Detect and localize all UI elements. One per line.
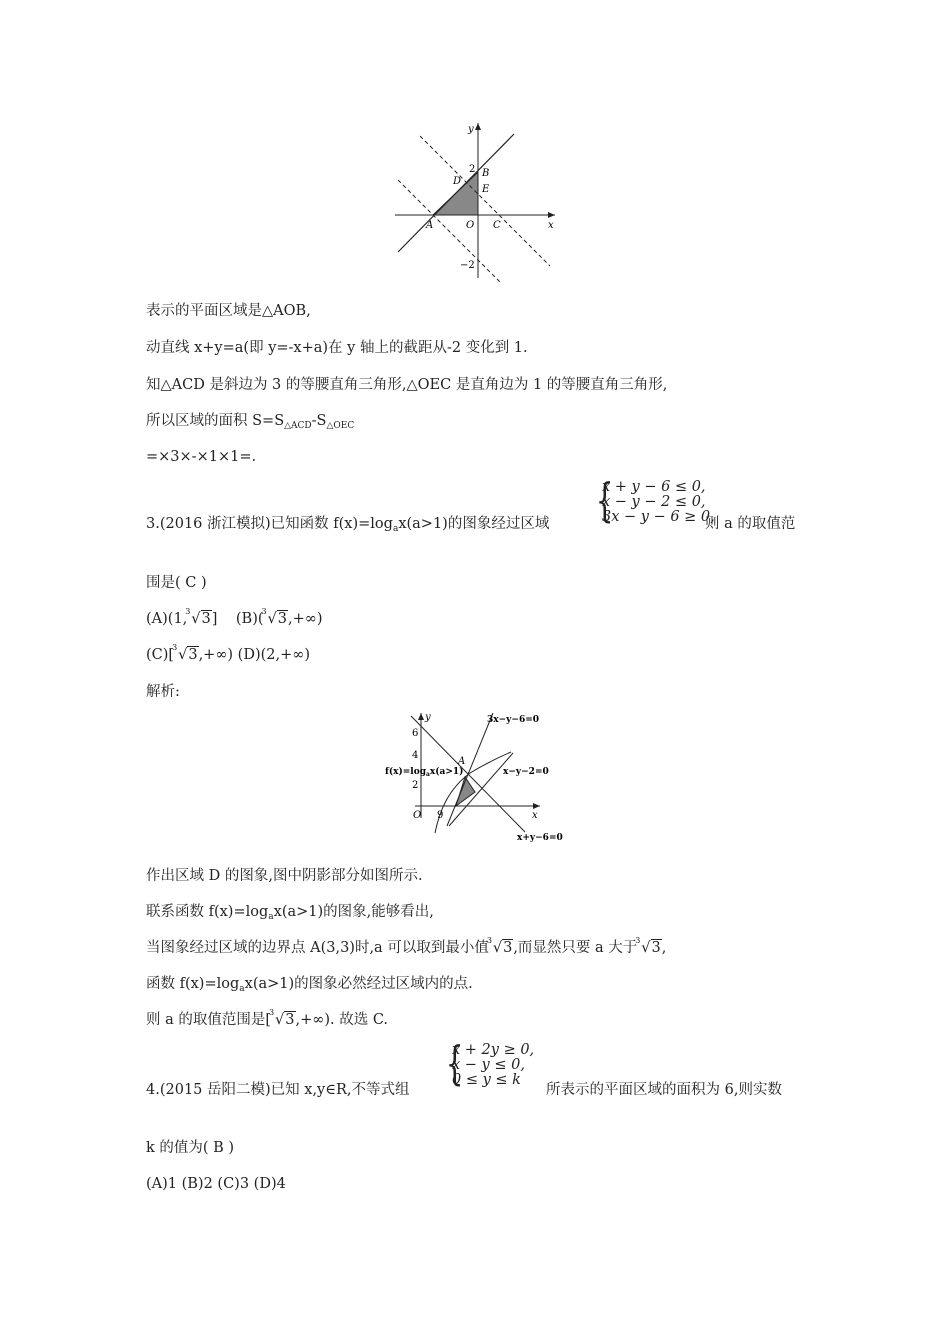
q3-stem-d: 围是( C )	[146, 575, 207, 591]
root-arg: 3	[651, 940, 661, 956]
root-index: 3	[269, 1008, 275, 1017]
fig2-point-a: A	[458, 756, 466, 767]
para2-l2sub: a	[268, 912, 274, 922]
cube-root: 3 √3	[264, 609, 288, 629]
q4-inequality-system	[442, 1036, 535, 1090]
fig2-tick4: 4	[412, 750, 419, 761]
cube-root: 3 √3	[489, 938, 513, 958]
root-index: 3	[261, 607, 267, 616]
root-index: 3	[486, 936, 492, 945]
para2-l3c: ,	[661, 940, 667, 956]
para2-l2b: x(a>1)的图象,能够看出,	[273, 904, 434, 920]
fig2-tick6: 6	[412, 728, 419, 739]
figure-1-region-diagram	[390, 118, 560, 288]
fig1-point-a: A	[426, 220, 434, 231]
para2-line4	[146, 974, 473, 999]
opt-b-text-a: (B)(	[235, 611, 264, 627]
root-arg: 3	[503, 940, 513, 956]
fig2-tick-x: 9	[437, 810, 444, 821]
cube-root: 3 √3	[637, 938, 661, 958]
para2-line3	[146, 938, 666, 958]
fig2-tick2: 2	[412, 780, 419, 791]
q3-sys-row1: x + y − 6 ≤ 0,	[602, 479, 706, 495]
fx-label-a: f(x)=log	[385, 767, 427, 777]
area-text-b: -S	[311, 413, 327, 429]
para2-l2a: 联系函数 f(x)=log	[146, 904, 269, 920]
q3-jiexi: 解析:	[146, 684, 180, 700]
para1-line2: 动直线 x+y=a(即 y=-x+a)在 y 轴上的截距从-2 变化到 1.	[146, 340, 528, 356]
q3-stem-sub: a	[392, 524, 399, 534]
para2-l3b: ,而显然只要 a 大于	[513, 940, 638, 956]
para2-l4b: x(a>1)的图象必然经过区域内的点.	[244, 976, 473, 992]
q4-options: (A)1 (B)2 (C)3 (D)4	[146, 1176, 286, 1192]
q4-sys-row2: x − y ≤ 0,	[452, 1057, 525, 1073]
opt-a-text-b: ]	[211, 611, 218, 627]
para1-line5: =×3×-×1×1=.	[146, 449, 257, 465]
brace-icon: {	[595, 473, 614, 527]
q3-options-ab	[146, 609, 323, 629]
q4-sys-row1: x + 2y ≥ 0,	[452, 1042, 535, 1058]
cube-root: 3 √3	[174, 645, 198, 665]
para2-l4sub: a	[239, 984, 245, 994]
fig2-line3-label: x+y−6=0	[517, 833, 563, 843]
q3-inequality-system	[592, 473, 715, 527]
para1-line3: 知△ACD 是斜边为 3 的等腰直角三角形,△OEC 是直角边为 1 的等腰直角三角形,	[146, 377, 668, 393]
area-sub-oec: △OEC	[326, 421, 355, 431]
y-axis-arrow-icon	[475, 123, 481, 130]
q3-stem-c: 则 a 的取值范	[705, 516, 796, 532]
fig2-origin: O	[413, 810, 422, 821]
q3-sys-row2: x − y − 2 ≤ 0,	[602, 494, 706, 510]
fig2-line1-label: 3x−y−6=0	[487, 715, 540, 725]
root-index: 3	[635, 936, 641, 945]
para2-l4a: 函数 f(x)=log	[146, 976, 240, 992]
q4-stem-b: 所表示的平面区域的面积为 6,则实数	[546, 1082, 782, 1098]
para2-line1: 作出区域 D 的图象,图中阴影部分如图所示.	[146, 868, 423, 884]
line-dashed-lower	[398, 180, 502, 284]
line-dashed-upper	[420, 136, 550, 266]
q4-sys-row3: 0 ≤ y ≤ k	[452, 1072, 521, 1088]
fx-label-sub: a	[426, 771, 430, 778]
opt-c-text-b: ,+∞)	[198, 647, 234, 663]
q3-options-cd	[146, 645, 310, 665]
para2-line2	[146, 902, 434, 927]
para2-l5b: ,+∞). 故选 C.	[295, 1012, 389, 1028]
figure-2-log-region-diagram	[385, 708, 570, 846]
q4-stem-a: 4.(2015 岳阳二模)已知 x,y∈R,不等式组	[146, 1082, 410, 1098]
fig1-axis-y: y	[468, 124, 474, 135]
para1-line4	[146, 411, 354, 436]
x-axis-arrow-icon	[548, 212, 555, 218]
opt-d-text: (D)(2,+∞)	[237, 647, 310, 663]
fig1-point-b: B	[482, 168, 490, 179]
para2-l3a: 当图象经过区域的边界点 A(3,3)时,a 可以取到最小值	[146, 940, 489, 956]
fig1-origin: O	[466, 220, 475, 231]
area-sub-acd: △ACD	[284, 421, 312, 431]
fig1-point-d: D	[453, 176, 462, 187]
fig1-axis-x: x	[548, 220, 554, 231]
fig1-point-c: C	[493, 220, 501, 231]
para2-line5	[146, 1010, 388, 1030]
fx-label-b: x(a>1)	[429, 767, 464, 777]
x-axis-arrow-icon	[533, 803, 540, 809]
q3-stem	[146, 514, 549, 539]
q3-stem-b: x(a>1)的图象经过区域	[398, 516, 550, 532]
opt-b-text-b: ,+∞)	[288, 611, 323, 627]
line-solid	[398, 134, 514, 252]
cube-root: 3 √3	[187, 609, 211, 629]
fig1-tick-2: 2	[469, 164, 476, 175]
para1-line1: 表示的平面区域是△AOB,	[146, 303, 311, 319]
q3-stem-a: 3.(2016 浙江模拟)已知函数 f(x)=log	[146, 516, 393, 532]
root-arg: 3	[277, 611, 287, 627]
fig2-axis-y: y	[425, 712, 431, 723]
y-axis-arrow-icon	[418, 713, 424, 720]
root-arg: 3	[188, 647, 198, 663]
fig2-line2-label: x−y−2=0	[503, 767, 549, 777]
root-arg: 3	[285, 1012, 295, 1028]
para2-l5a: 则 a 的取值范围是[	[146, 1012, 272, 1028]
root-index: 3	[185, 607, 191, 616]
fig2-fx-label	[385, 766, 463, 778]
area-text-a: 所以区域的面积 S=S	[146, 413, 285, 429]
brace-icon: {	[445, 1036, 464, 1090]
fig2-axis-x: x	[532, 810, 538, 821]
root-arg: 3	[201, 611, 211, 627]
opt-a-text-a: (A)(1,	[146, 611, 188, 627]
q4-stem-c: k 的值为( B )	[146, 1140, 235, 1156]
opt-c-text-a: (C)[	[146, 647, 175, 663]
fig1-point-e: E	[482, 184, 490, 195]
q3-sys-row3: 3x − y − 6 ≥ 0,	[602, 509, 715, 525]
root-index: 3	[172, 643, 178, 652]
cube-root: 3 √3	[271, 1010, 295, 1030]
fig1-tick-neg2: −2	[460, 260, 475, 271]
